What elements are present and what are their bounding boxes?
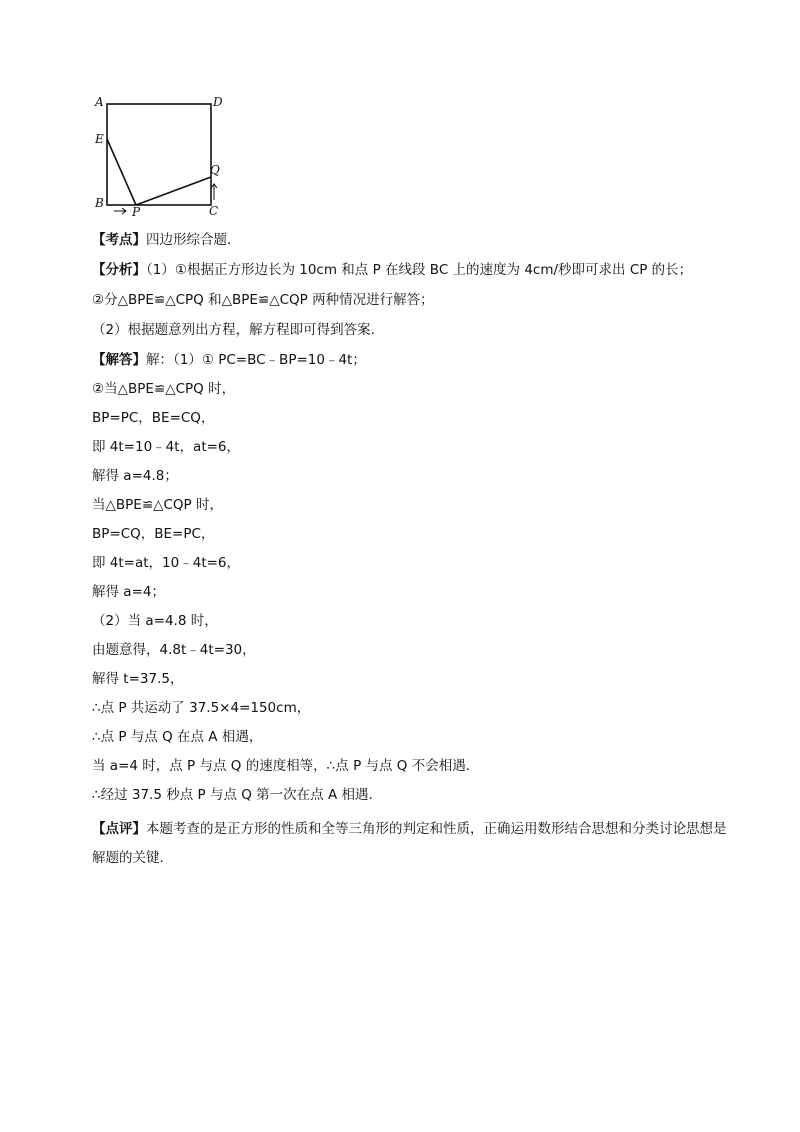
line-text: （2）当 a=4.8 时， — [92, 613, 218, 629]
text-line — [92, 554, 240, 572]
text-line — [92, 699, 310, 717]
text-line — [92, 757, 470, 775]
text-line — [92, 409, 214, 427]
label-b: B — [95, 196, 104, 210]
text-line — [92, 786, 373, 804]
label-e: E — [95, 132, 104, 146]
line-tag: 【点评】 — [92, 821, 146, 837]
line-text: ②分△BPE≌△CPQ 和△BPE≌△CQP 两种情况进行解答； — [92, 292, 434, 308]
kaodian-line — [92, 231, 231, 249]
line-text: 即 4t=at，10﹣4t=6， — [92, 555, 241, 571]
text-line — [92, 380, 235, 398]
line-text: 即 4t=10﹣4t，at=6， — [92, 439, 241, 455]
line-text: ②当△BPE≌△CPQ 时， — [92, 381, 236, 397]
text-line — [92, 496, 223, 514]
line-text: 当 a=4 时，点 P 与点 Q 的速度相等，∴点 P 与点 Q 不会相遇. — [92, 758, 470, 774]
text-line — [92, 525, 214, 543]
line-text: BP=CQ，BE=PC， — [92, 526, 215, 542]
text-line — [92, 670, 183, 688]
text-line — [92, 583, 165, 601]
fenxi-line — [92, 261, 692, 279]
diagram-svg — [92, 94, 232, 220]
text-line — [92, 321, 375, 339]
segment-ep — [107, 139, 136, 205]
label-p: P — [132, 205, 141, 219]
line-text: 四边形综合题. — [146, 232, 232, 248]
line-text: 解得 t=37.5， — [92, 671, 184, 687]
label-q: Q — [210, 163, 220, 177]
text-line — [92, 291, 434, 309]
text-line — [92, 612, 218, 630]
line-text: ∴点 P 与点 Q 在点 A 相遇， — [92, 729, 263, 745]
text-line — [92, 467, 178, 485]
line-text: 解得 a=4； — [92, 584, 165, 600]
line-text: 解：（1）① PC=BC﹣BP=10﹣4t； — [146, 352, 366, 368]
square-abcd — [107, 104, 211, 205]
line-tag: 【分析】 — [92, 262, 146, 278]
square-diagram — [92, 94, 232, 220]
label-a: A — [95, 95, 104, 109]
line-text: （1）①根据正方形边长为 10cm 和点 P 在线段 BC 上的速度为 4cm/秒即可求出 CP 的长； — [146, 262, 693, 278]
text-line — [92, 728, 262, 746]
label-d: D — [213, 95, 223, 109]
jieda-line — [92, 351, 366, 369]
text-line — [92, 438, 240, 456]
line-tag: 【解答】 — [92, 352, 146, 368]
text-line — [92, 641, 256, 659]
line-text: ∴点 P 共运动了 37.5×4=150cm， — [92, 700, 311, 716]
segment-pq — [136, 177, 211, 205]
label-c: C — [209, 204, 219, 218]
line-text: BP=PC，BE=CQ， — [92, 410, 215, 426]
dianping-paragraph — [92, 815, 732, 873]
line-text: ∴经过 37.5 秒点 P 与点 Q 第一次在点 A 相遇. — [92, 787, 373, 803]
line-tag: 【考点】 — [92, 232, 146, 248]
line-text: 由题意得，4.8t﹣4t=30， — [92, 642, 256, 658]
line-text: 本题考查的是正方形的性质和全等三角形的判定和性质，正确运用数形结合思想和分类讨论思想是解题的关键. — [92, 821, 727, 866]
line-text: 当△BPE≌△CQP 时， — [92, 497, 223, 513]
line-text: （2）根据题意列出方程，解方程即可得到答案. — [92, 322, 375, 338]
line-text: 解得 a=4.8； — [92, 468, 178, 484]
